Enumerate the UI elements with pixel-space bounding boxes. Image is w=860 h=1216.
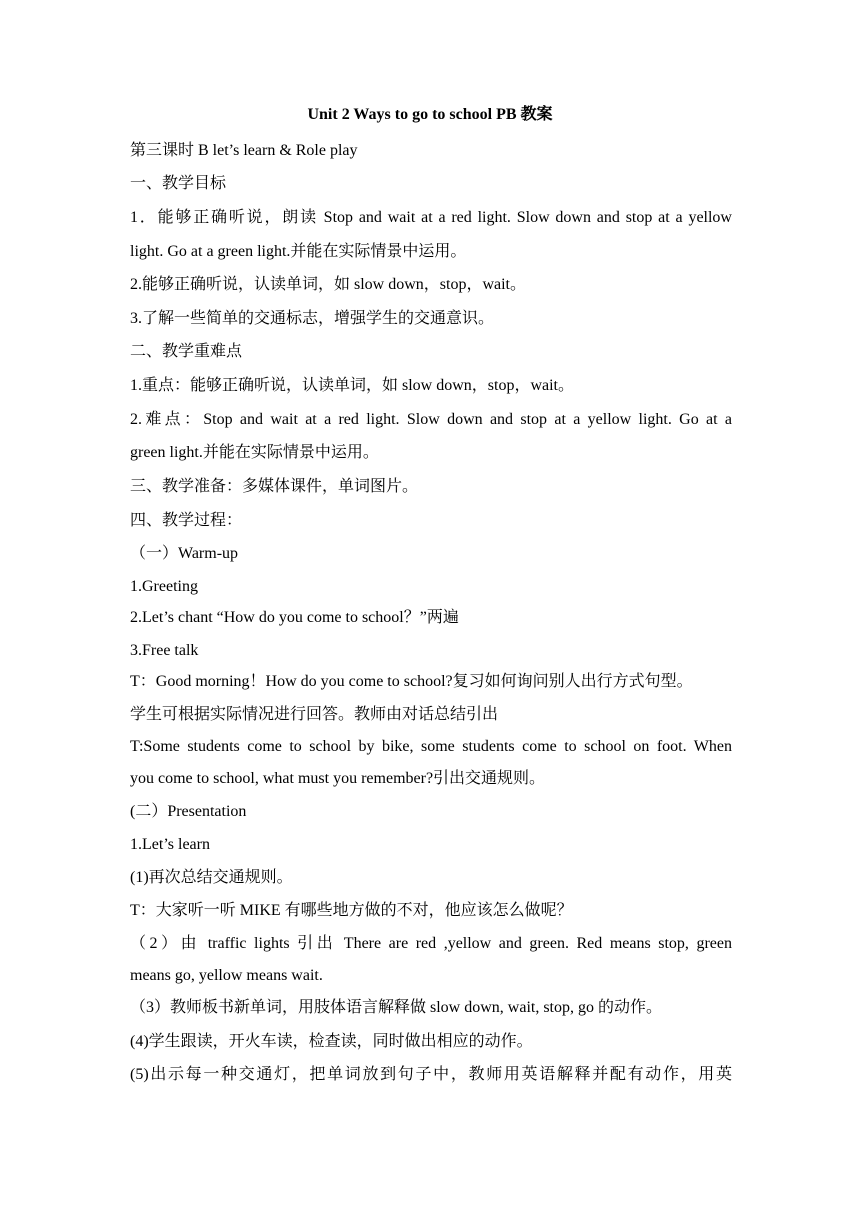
subsection-presentation: (二）Presentation: [130, 803, 247, 820]
section-heading-preparation: 三、教学准备：多媒体课件，单词图片。: [130, 478, 419, 495]
step-free-talk: 3.Free talk: [130, 642, 199, 659]
step-greeting: 1.Greeting: [130, 578, 198, 595]
subsection-warm-up: （一）Warm-up: [130, 545, 239, 562]
step-chant: 2.Let’s chant “How do you come to school？”两遍: [130, 609, 459, 626]
key-point-2-line-2: green light.并能在实际情景中运用。: [130, 444, 379, 461]
key-point-2-line-1: 2.难点：Stop and wait at a red light. Slow down and stop at a yellow light. Go at a: [130, 411, 732, 428]
dialogue-line-1: T：Good morning！How do you come to school?复习如何询问别人出行方式句型。: [130, 673, 693, 690]
objective-2: 2.能够正确听说，认读单词，如 slow down，stop，wait。: [130, 276, 527, 293]
learn-step-2-line-1: （2）由 traffic lights 引出 There are red ,yellow and green. Red means stop, green: [130, 935, 732, 952]
objective-3: 3.了解一些简单的交通标志，增强学生的交通意识。: [130, 310, 495, 327]
learn-step-1: (1)再次总结交通规则。: [130, 869, 293, 886]
section-heading-process: 四、教学过程：: [130, 512, 243, 529]
step-lets-learn: 1.Let’s learn: [130, 836, 210, 853]
section-heading-objectives: 一、教学目标: [130, 175, 227, 192]
dialogue-line-3: T:Some students come to school by bike, some students come to school on foot. When: [130, 738, 732, 755]
section-heading-key-points: 二、教学重难点: [130, 343, 243, 360]
learn-step-4: (4)学生跟读，开火车读，检查读，同时做出相应的动作。: [130, 1033, 533, 1050]
dialogue-line-4: you come to school, what must you remember?引出交通规则。: [130, 770, 546, 787]
document-title: Unit 2 Ways to go to school PB 教案: [307, 106, 553, 123]
learn-step-teacher-question: T：大家听一听 MIKE 有哪些地方做的不对，他应该怎么做呢？: [130, 902, 573, 919]
learn-step-3: （3）教师板书新单词，用肢体语言解释做 slow down, wait, stop, go 的动作。: [130, 999, 663, 1016]
learn-step-2-line-2: means go, yellow means wait.: [130, 967, 323, 984]
objective-1-line-2: light. Go at a green light.并能在实际情景中运用。: [130, 243, 467, 260]
objective-1-line-1: 1．能够正确听说，朗读 Stop and wait at a red light. Slow down and stop at a yellow: [130, 209, 732, 226]
dialogue-line-2: 学生可根据实际情况进行回答。教师由对话总结引出: [130, 706, 499, 723]
key-point-1: 1.重点：能够正确听说，认读单词，如 slow down，stop，wait。: [130, 377, 575, 394]
learn-step-5: (5)出示每一种交通灯，把单词放到句子中，教师用英语解释并配有动作，用英: [130, 1066, 732, 1083]
lesson-period-line: 第三课时 B let’s learn & Role play: [130, 142, 358, 159]
